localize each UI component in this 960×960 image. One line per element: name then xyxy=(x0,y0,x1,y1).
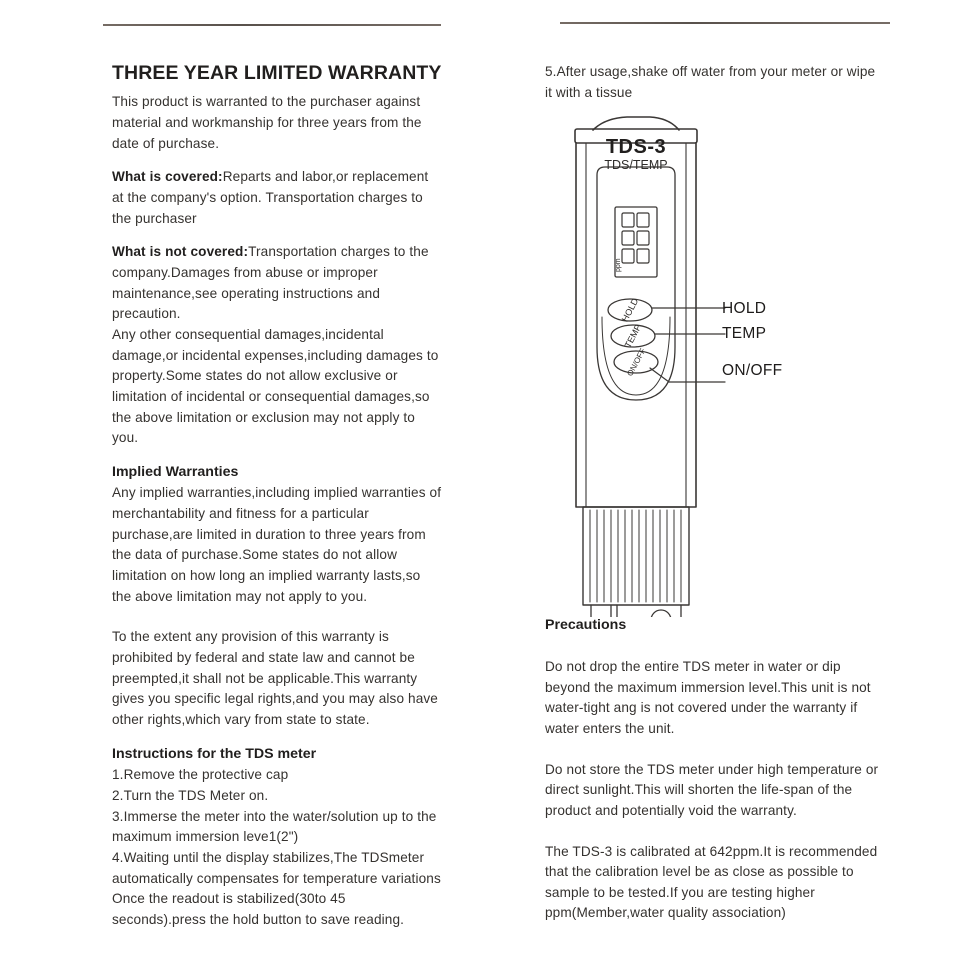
callout-label-hold: HOLD xyxy=(722,300,767,317)
callout-label-onoff: ON/OFF xyxy=(722,362,783,379)
implied-warranties-paragraph: Any implied warranties,including implied warranties of merchantability and fitness for a particular purchase,are limited in duration to three years from the data of purchase.Some states do not allow limitation on how long an implied warranty lasts,so the above limitation may not apply to you. xyxy=(112,485,442,604)
probe-prong-left xyxy=(591,605,611,617)
what-is-covered-text: Reparts and labor,or replacement at the company's option. Transportation charges to the purchaser xyxy=(112,169,429,226)
hold-button-face-text: HOLD xyxy=(619,296,641,324)
meter-top-cap xyxy=(593,117,679,130)
consequential-damages-paragraph: Any other consequential damages,incidental damage,or incidental expenses,including damages to property.Some states do not allow exclusive or limitation of incidental or consequential damages,so the above limitation or exclusion may not apply to you. xyxy=(112,326,439,446)
instruction-step-5: 5.After usage,shake off water from your meter or wipe it with a tissue xyxy=(545,64,876,100)
onoff-button-face-text: ON/OFF xyxy=(625,346,648,378)
meter-grip-section xyxy=(583,507,689,605)
instruction-step-2: 2.Turn the TDS Meter on. xyxy=(112,787,269,803)
meter-grip-ribs xyxy=(590,510,681,602)
instructions-heading: Instructions for the TDS meter xyxy=(112,745,317,762)
what-is-not-covered-text: Transportation charges to the company.Damages from abuse or improper maintenance,see operating instructions and precaution. xyxy=(112,244,429,322)
implied-warranties-heading: Implied Warranties xyxy=(112,463,239,480)
what-is-not-covered-label: What is not covered: xyxy=(112,244,249,260)
device-model-text: TDS-3 xyxy=(605,136,667,158)
provision-paragraph: To the extent any provision of this warranty is prohibited by federal and state law and cannot be preempted,it shall not be applicable.This warranty gives you specific legal rights,and you may also have other rights,which vary from state to state. xyxy=(112,629,438,728)
tds-meter-diagram xyxy=(545,112,885,617)
precaution-paragraph-1: Do not drop the entire TDS meter in water or dip beyond the maximum immersion level.This unit is not water-tight ang is not covered under the warranty if water enters the unit. xyxy=(545,658,871,736)
what-is-covered-paragraph xyxy=(112,167,442,229)
temp-button-face-text: TEMP xyxy=(622,322,644,350)
what-is-not-covered-paragraph xyxy=(112,242,442,325)
probe-electrode-hole xyxy=(651,610,671,617)
warranty-intro-paragraph: This product is warranted to the purchaser against material and workmanship for three years from the date of purchase. xyxy=(112,94,422,151)
device-model-sub-text: TDS/TEMP xyxy=(604,158,668,172)
precaution-paragraph-2: Do not store the TDS meter under high temperature or direct sunlight.This will shorten the life-span of the product and potentially void the warranty. xyxy=(545,761,879,818)
probe-body xyxy=(617,605,681,617)
instruction-step-1: 1.Remove the protective cap xyxy=(112,767,289,783)
instruction-step-4: 4.Waiting until the display stabilizes,The TDSmeter automatically compensates for temperature variations Once the readout is stabilized(30to 45 seconds).press the hold button to save reading. xyxy=(112,849,441,927)
page-title: THREE YEAR LIMITED WARRANTY xyxy=(112,62,442,84)
callout-label-temp: TEMP xyxy=(722,325,767,342)
lcd-ppm-label: ppm xyxy=(615,258,622,272)
precautions-heading: Precautions xyxy=(545,617,627,634)
precaution-paragraph-3: The TDS-3 is calibrated at 642ppm.It is recommended that the calibration level be as close as possible to sample to be tested.If you are testing higher ppm(Member,water quality association) xyxy=(545,843,878,921)
left-column xyxy=(112,0,442,931)
lcd-digits xyxy=(622,213,649,263)
instruction-step-3: 3.Immerse the meter into the water/solution up to the maximum immersion leve1(2") xyxy=(112,808,437,845)
what-is-covered-label: What is covered: xyxy=(112,169,223,185)
